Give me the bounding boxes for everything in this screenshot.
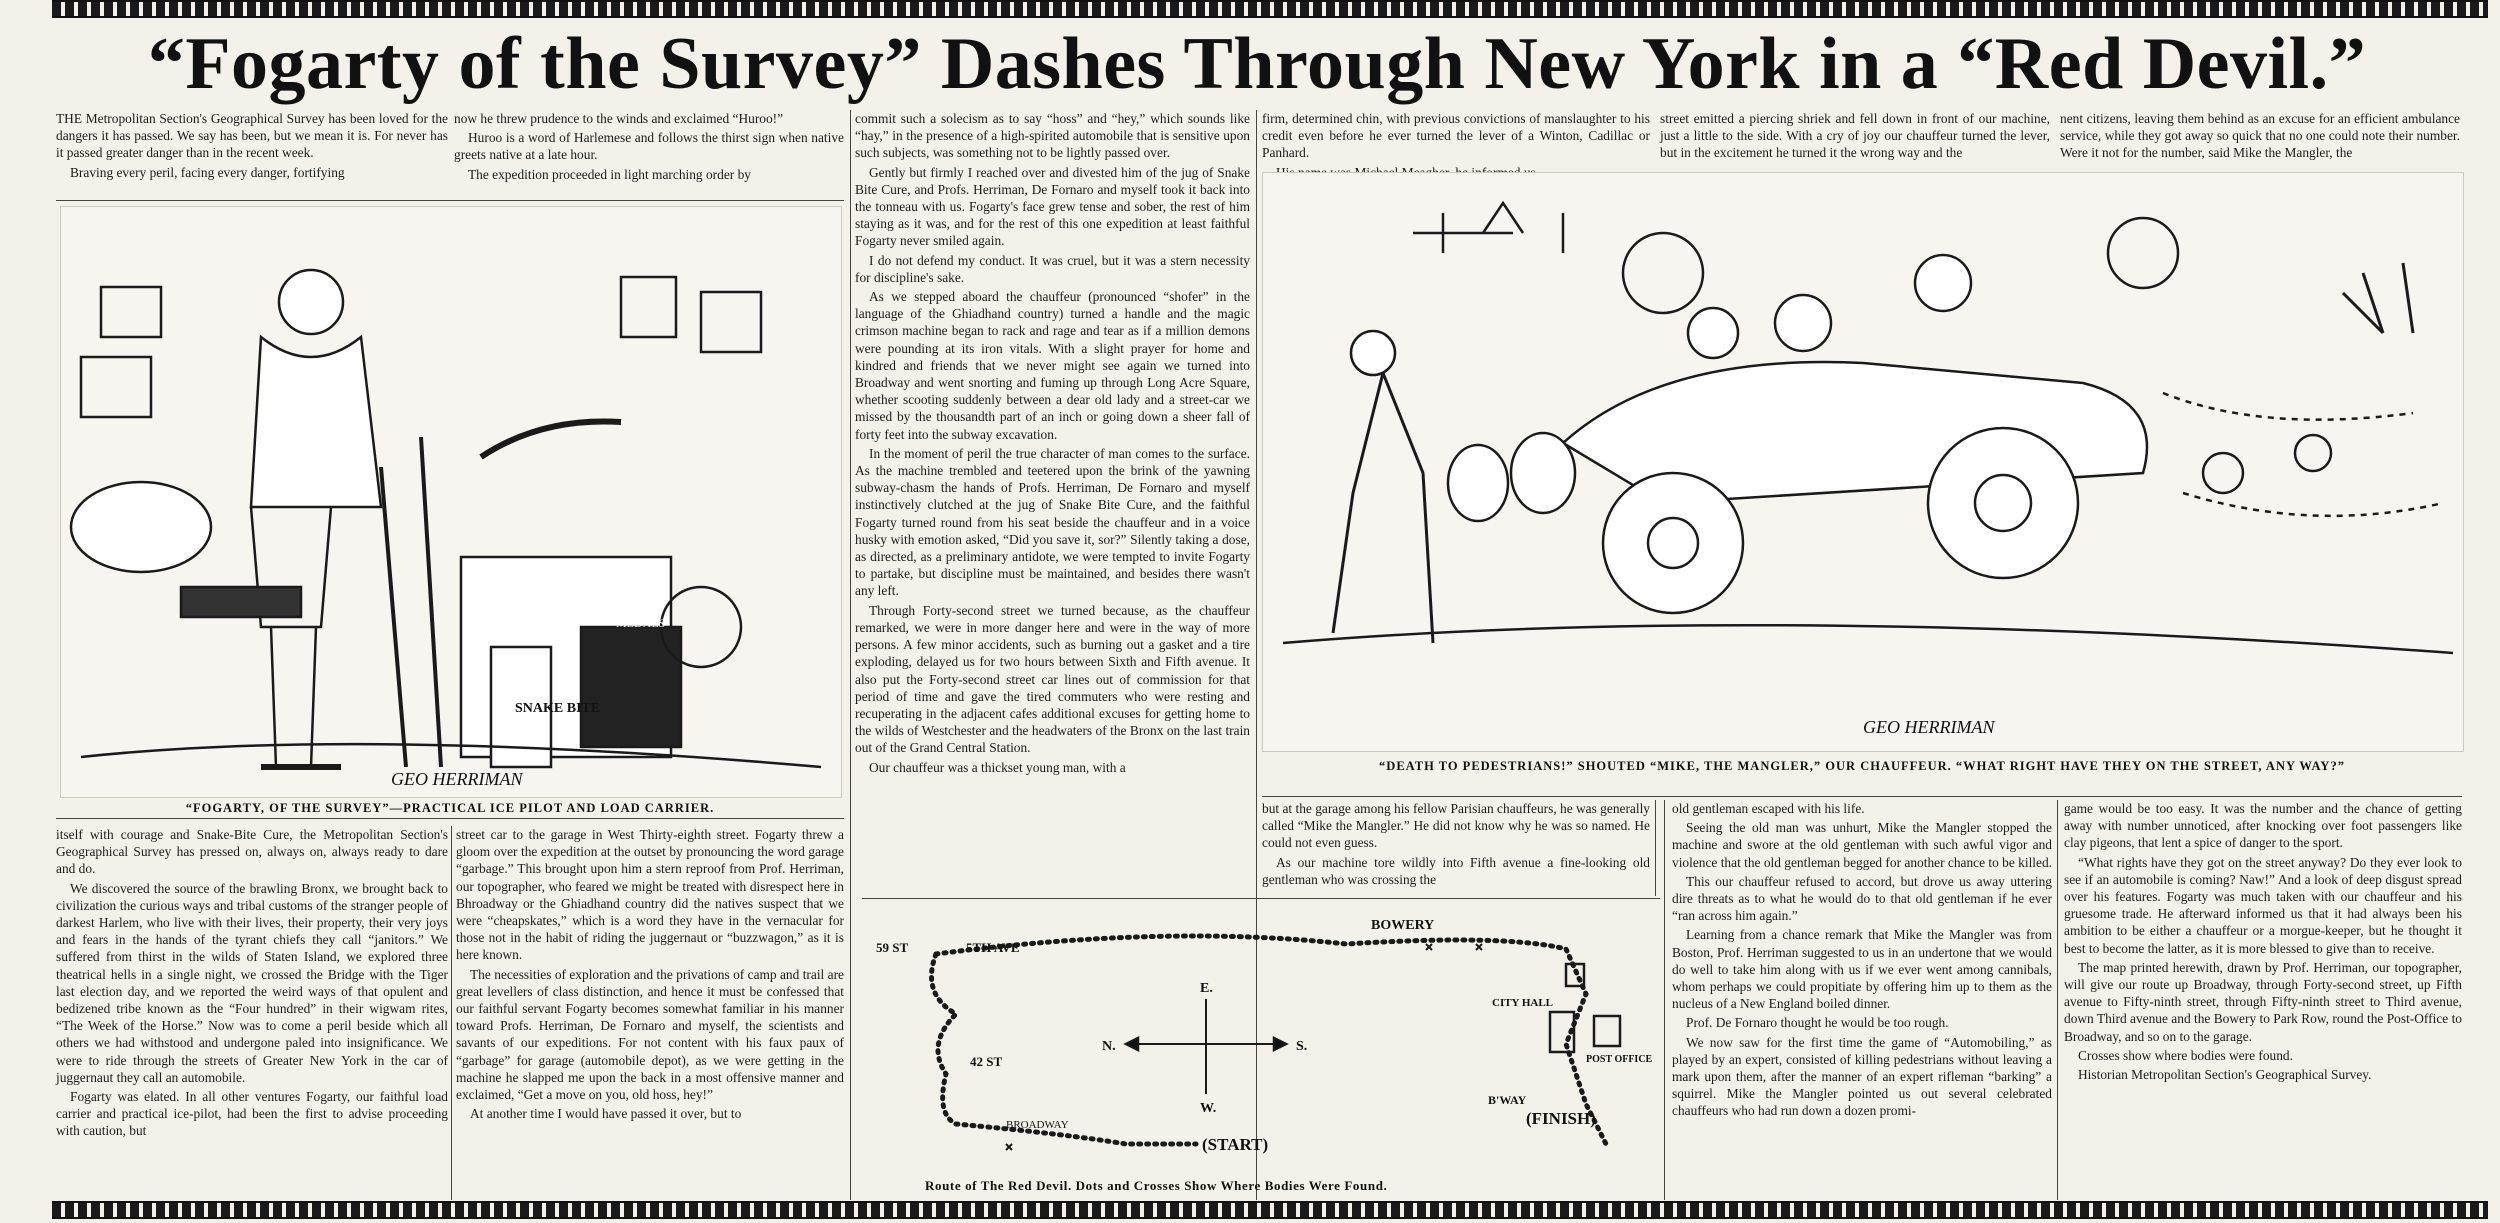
paragraph: Our chauffeur was a thickset young man, with a (869, 759, 1126, 775)
column-2-bottom (456, 826, 844, 1200)
automobile-drawing (1263, 173, 2463, 751)
map-label-finish: (FINISH) (1526, 1109, 1596, 1128)
paragraph: Braving every peril, facing every danger, fortifying (70, 164, 345, 180)
jug-label: SNAKE BITE (515, 701, 601, 716)
map-compass-w: W. (1200, 1101, 1217, 1116)
column-1-bottom (56, 826, 448, 1200)
map-label-bowery: BOWERY (1371, 918, 1435, 933)
paragraph: Gently but firmly I reached over and divested him of the jug of Snake Bite Cure, and Profs. Herriman, De Fornaro and myself took it back into the tonneau with us. Fogarty's face grew tense and sober, the rest of him staying as it was, and for the rest of this one expedition at least faithful Fogarty never smiled again. (855, 164, 1250, 249)
caption-right: “DEATH TO PEDESTRIANS!” SHOUTED “MIKE, THE MANGLER,” OUR CHAUFFEUR. “WHAT RIGHT HAVE THEY ON THE STREET, ANY WAY?” (1379, 759, 2345, 773)
paragraph: Fogarty was elated. In all other ventures Fogarty, our faithful load carrier and practical ice-pilot, had been the first to advise proceeding with caution, but (56, 1089, 448, 1139)
paragraph: street emitted a piercing shriek and fell down in front of our machine, just a little to the side. With a cry of joy our chauffeur turned the lever, but in the excitement he turned it the wrong way and the (1660, 111, 2050, 161)
paragraph: Crosses show where bodies were found. (2078, 1047, 2293, 1063)
route-map-drawing (866, 904, 1656, 1172)
column-1-top (56, 110, 448, 196)
column-4-top (1262, 110, 1650, 168)
column-6-top (2060, 110, 2460, 168)
artist-signature: GEO HERRIMAN (1863, 717, 1995, 737)
paragraph: itself with courage and Snake-Bite Cure, the Metropolitan Section's Geographical Survey has pressed on, always on, always ready to dare and do. (56, 827, 448, 877)
rule (862, 898, 1660, 899)
map-label-city-hall: CITY HALL (1492, 997, 1554, 1009)
fogarty-drawing (61, 207, 841, 797)
column-4-bottom (1262, 800, 1650, 892)
paragraph: game would be too easy. It was the number and the chance of getting away with number unnoticed, after knocking over foot passengers like clay pigeons, that lent a spice of danger to the sport. (2064, 801, 2462, 851)
map-caption: Route of The Red Devil. Dots and Crosses Show Where Bodies Were Found. (925, 1178, 1388, 1193)
map-label-post-office: POST OFFICE (1586, 1054, 1653, 1065)
paragraph: old gentleman escaped with his life. (1672, 801, 1865, 816)
box-label: MEDALS (616, 616, 666, 630)
map-compass-s: S. (1296, 1039, 1308, 1054)
paragraph: This our chauffeur refused to accord, but drove us away uttering dire threats as to what he would do to that old gentleman if he ever “ran across him again.” (1672, 873, 2052, 924)
paragraph: commit such a solecism as to say “hoss” and “hey,” which sounds like “hay,” in the presence of a high-spirited automobile that is sensitive upon such subjects, was something not to be lightly passed over. (855, 111, 1250, 161)
column-rule (1664, 800, 1665, 1200)
paragraph: Prof. De Fornaro thought he would be too rough. (1686, 1015, 1949, 1031)
map-label-59st: 59 ST (876, 940, 909, 955)
rule (56, 818, 844, 819)
paragraph: We discovered the source of the brawling Bronx, we brought back to civilization the curious ways and tribal customs of the stranger people of darkest Harlem, who live with their lives, their property, their very joys and fears in the hands of the tyrant chiefs they call “janitors.” We suffered from thirst in the wilds of Staten Island, we explored three theatrical hells in a single night, we crossed the Bridge with the Tiger last election day, and we reported the weird ways of that opulent and bedizened tribe known as the “Four hundred” in their wigwam rites, “The Week of the Horse.” Now was to come a peril beside which all others we had withstood and undergone paled into insignificance. We were to ride through the streets of Greater New York in the car of juggernaut they call an automobile. (56, 880, 448, 1085)
column-3 (855, 110, 1250, 893)
paragraph: now he threw prudence to the winds and exclaimed “Huroo!” (454, 111, 784, 126)
map-compass-n: N. (1102, 1039, 1116, 1054)
paragraph: As we stepped aboard the chauffeur (pronounced “shofer” in the language of the Ghiadhand country) turned a handle and the magic crimson machine began to rack and rage and tear as if a million demons were pounding at its iron vitals. With a slight prayer for home and kindred and friends that we never might see again we turned into Broadway and went snorting and fuming up through Long Acre Square, whether scooting suddenly between a dear old lady and a street-car we missed by the thousandth part of an inch or going down a sheer fall of forty feet into the subway excavation. (855, 289, 1250, 442)
map-label-broadway: BROADWAY (1006, 1119, 1069, 1131)
paragraph: The expedition proceeded in light marching order by (468, 166, 751, 182)
column-rule (850, 110, 851, 1200)
rule (56, 200, 844, 201)
paragraph: Through Forty-second street we turned because, as the chauffeur remarked, we were in more danger here and were in the way of more persons. A few minor accidents, such as burning out a gasket and a tire exploding, delayed us for two hours between Sixth and Fifth avenue. It also put the Forty-second street car lines out of commission for that period of time and gave the tired commuters who were resting and recuperating in the adjacent cafes additional excuses for getting home to the wilds of Westchester and the headwaters of the Bronx on the last train out of the Grand Central Station. (855, 602, 1250, 756)
column-6-bottom (2064, 800, 2462, 1200)
paragraph: In the moment of peril the true character of man comes to the surface. As the machine trembled and teetered upon the brink of the yawning subway-chasm the hands of Profs. Herriman, De Fornaro and myself instinctively clutched at the jug of Snake Bite Cure, and the faithful Fogarty turned round from his seat beside the chauffeur and in a voice husky with emotion asked, “Did you save it, sor?” Silently taking a dose, as directed, as a preliminary antidote, we were tempted to invite Fogarty to partake, but discipline must be maintained, and besides there wasn't any left. (855, 445, 1250, 599)
caption-left: “FOGARTY, OF THE SURVEY”—PRACTICAL ICE PILOT AND LOAD CARRIER. (185, 801, 715, 815)
paragraph: We now saw for the first time the game of “Automobiling,” as played by an expert, consisted of killing pedestrians without leaving a mark upon them, after the manner of an expert rifleman “barking” a squirrel. Mike the Mangler pointed us out several celebrated chauffeurs who had run down a dozen promi- (1672, 1034, 2052, 1119)
paragraph: Historian Metropolitan Section's Geographical Survey. (2078, 1067, 2372, 1083)
artist-signature: GEO HERRIMAN (391, 769, 523, 789)
top-ornamental-border (52, 0, 2488, 18)
map-compass-e: E. (1200, 981, 1213, 996)
map-label-5th-ave: 5TH AVE (966, 940, 1020, 955)
illustration-red-devil (1262, 172, 2464, 752)
paragraph: The necessities of exploration and the privations of camp and trail are great levellers of class distinction, and hence it must be confessed that our faithful servant Fogarty becomes somewhat familiar in his manner toward Profs. Herriman, De Fornaro and myself, the scientists and savants of our expeditions. For not content with his faux paux of “garbage” for garage (automobile depot), as we were getting in the machine he slapped me upon the back in a most offensive manner and exclaimed, “Get a move on you, old hoss, hey!” (456, 966, 844, 1103)
route-map (866, 904, 1656, 1172)
illustration-fogarty (60, 206, 842, 798)
column-5-top (1660, 110, 2050, 168)
paragraph: firm, determined chin, with previous convictions of manslaughter to his credit even before he ever turned the lever of a Winton, Cadillac or Panhard. (1262, 111, 1650, 161)
column-2-top (454, 110, 844, 196)
paragraph: As our machine tore wildly into Fifth avenue a fine-looking old gentleman who was crossing the (1262, 854, 1650, 887)
paragraph: street car to the garage in West Thirty-eighth street. Fogarty threw a gloom over the expedition at the outset by pronouncing the word garage “garbage.” This brought upon him a stern reproof from Prof. Herriman, our topographer, who feared we might be treated with disrespect here in Bhroadway or the Ghiadhand country did the natives suspect that we were “cheapskates,” which is a word they have in the vernacular for those not in the habit of riding the juggernaut or “buzzwagon,” as it is here known. (456, 827, 844, 963)
paragraph: Seeing the old man was unhurt, Mike the Mangler stopped the machine and swore at the old gentleman with such awful vigor and violence that the old gentleman begged for another chance to be killed. (1672, 820, 2052, 870)
paragraph: THE Metropolitan Section's Geographical Survey has been loved for the dangers it has passed. We say has been, but we mean it is. For never has it passed greater danger than in the recent week. (56, 111, 448, 161)
paragraph: At another time I would have passed it over, but to (470, 1106, 742, 1122)
map-label-42st: 42 ST (970, 1054, 1003, 1069)
map-label-start: (START) (1202, 1135, 1269, 1154)
column-rule (1655, 800, 1656, 896)
paragraph: “What rights have they got on the street anyway? Do they ever look to see if an automobile is coming? Naw!” And a look of deep disgust spread over his features. Fogarty was much taken with our chauffeur and his gruesome trade. He afterward informed us that it had always been his ambition to be either a chauffeur or a morgue-keeper, but he thought it best to become the latter, as it is more blessed to give than to receive. (2064, 854, 2462, 956)
column-rule (2057, 800, 2058, 1200)
paragraph: Huroo is a word of Harlemese and follows the thirst sign when native greets native at a late hour. (454, 130, 844, 163)
paragraph: I do not defend my conduct. It was cruel, but it was a stern necessity for discipline's sake. (855, 252, 1250, 285)
bottom-ornamental-border (52, 1201, 2488, 1219)
rule (1262, 796, 2462, 797)
page-headline: “Fogarty of the Survey” Dashes Through New York in a “Red Devil.” (147, 23, 2367, 105)
paragraph: The map printed herewith, drawn by Prof. Herriman, our topographer, will give our route up Broadway, through Forty-second street, up Fifth avenue to Fifty-ninth street, through Fifty-ninth street to Third avenue, down Third avenue and the Bowery to Park Row, round the Post-Office to Broadway, and so on to the garage. (2064, 959, 2462, 1044)
paragraph: Learning from a chance remark that Mike the Mangler was from Boston, Prof. Herriman suggested to us in an undertone that we would do well to take him along with us if we ever went among cannibals, whom perhaps we could propitiate by offering him up to them as the nucleus of a New England boiled dinner. (1672, 927, 2052, 1012)
map-label-bway: B'WAY (1488, 1093, 1527, 1107)
column-rule (451, 826, 452, 1200)
paragraph: nent citizens, leaving them behind as an excuse for an efficient ambulance service, while they got away so quick that no one could note their number. Were it not for the number, said Mike the Mangler, the (2060, 111, 2460, 161)
column-5-bottom (1672, 800, 2052, 1200)
paragraph: but at the garage among his fellow Parisian chauffeurs, he was generally called “Mike the Mangler.” He did not know why he was so named. He could not even guess. (1262, 801, 1650, 851)
